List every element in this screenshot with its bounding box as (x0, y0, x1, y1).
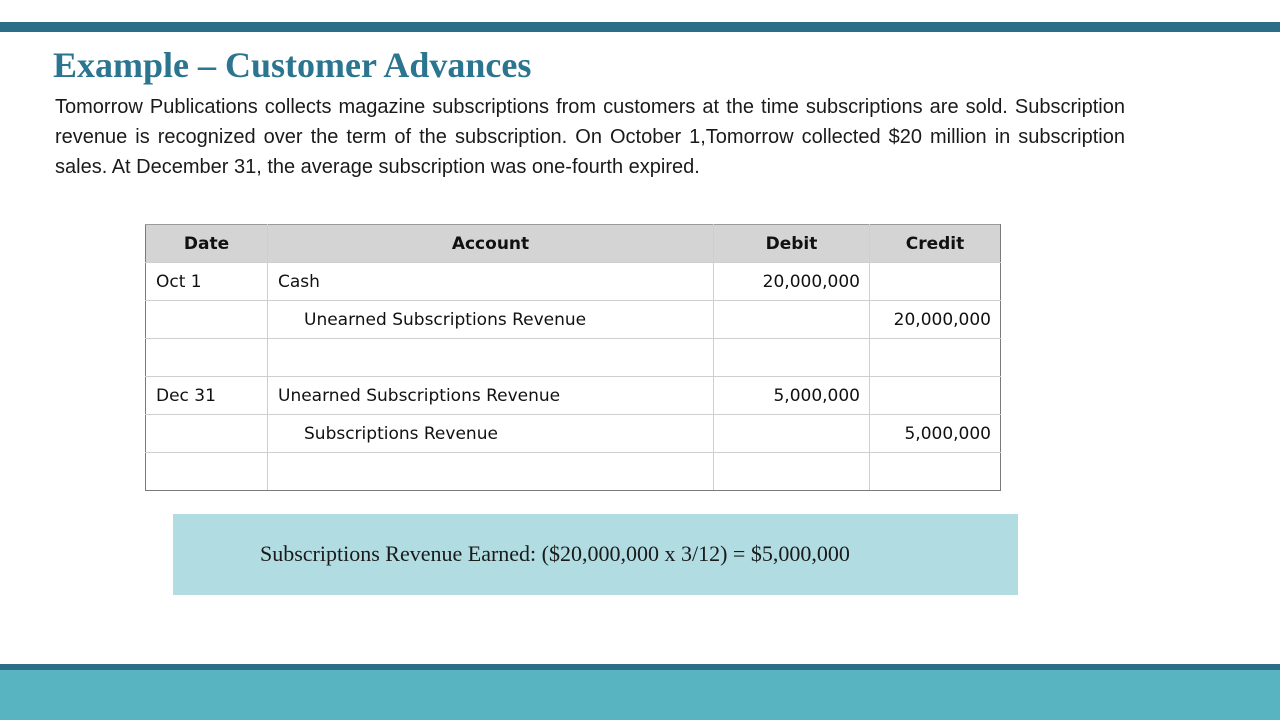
cell-credit (870, 453, 1001, 491)
cell-date: Oct 1 (146, 263, 268, 301)
cell-account: Cash (268, 263, 714, 301)
header-debit: Debit (714, 225, 870, 263)
top-accent-bar (0, 22, 1280, 32)
bottom-accent-band (0, 670, 1280, 720)
cell-account (268, 339, 714, 377)
table-row (146, 377, 1001, 415)
cell-account (268, 453, 714, 491)
slide-title: Example – Customer Advances (53, 45, 532, 85)
cell-credit (870, 377, 1001, 415)
cell-debit: 5,000,000 (714, 377, 870, 415)
cell-date (146, 339, 268, 377)
table-row (146, 301, 1001, 339)
cell-credit: 5,000,000 (870, 415, 1001, 453)
cell-debit (714, 301, 870, 339)
journal-entry-table (145, 224, 1001, 491)
header-account: Account (268, 225, 714, 263)
cell-credit (870, 263, 1001, 301)
header-credit: Credit (870, 225, 1001, 263)
cell-credit (870, 339, 1001, 377)
intro-paragraph: Tomorrow Publications collects magazine subscriptions from customers at the time subscriptions are sold. Subscription revenue is recognized over the term of the subscription. On October 1,Tomorrow collected $20 million in subscription sales. At December 31, the average subscription was one-fourth expired. (55, 96, 1125, 178)
cell-credit: 20,000,000 (870, 301, 1001, 339)
table-row (146, 453, 1001, 491)
cell-debit: 20,000,000 (714, 263, 870, 301)
cell-date (146, 301, 268, 339)
cell-account: Unearned Subscriptions Revenue (268, 301, 714, 339)
table-header-row (146, 225, 1001, 263)
table-row (146, 263, 1001, 301)
cell-date (146, 453, 268, 491)
cell-debit (714, 415, 870, 453)
cell-date: Dec 31 (146, 377, 268, 415)
header-date: Date (146, 225, 268, 263)
callout-text: Subscriptions Revenue Earned: ($20,000,000 x 3/12) = $5,000,000 (260, 541, 850, 566)
cell-account: Subscriptions Revenue (268, 415, 714, 453)
cell-account: Unearned Subscriptions Revenue (268, 377, 714, 415)
cell-debit (714, 339, 870, 377)
table-row (146, 339, 1001, 377)
calculation-callout (173, 514, 1018, 595)
cell-debit (714, 453, 870, 491)
table-row (146, 415, 1001, 453)
cell-date (146, 415, 268, 453)
